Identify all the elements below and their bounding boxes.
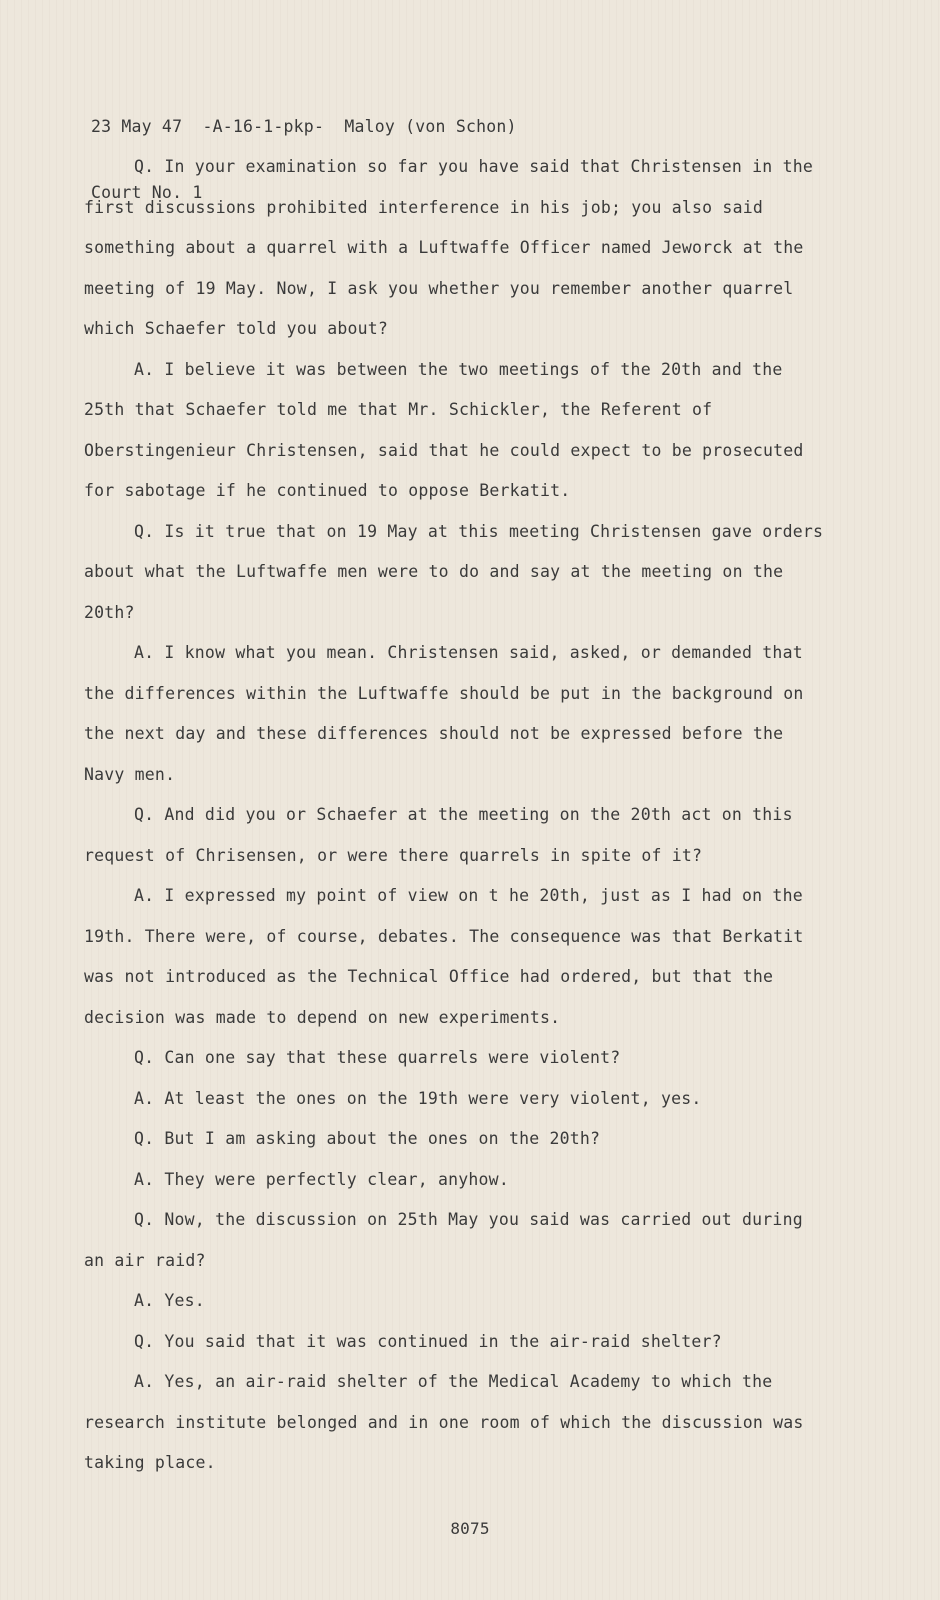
header-court-line: Court No. 1 (91, 183, 203, 202)
paragraph-question: Q. Is it true that on 19 May at this meeting Christensen gave orders about what the Luftwaffe men were to do and say at the meeting on the 20th? (84, 521, 824, 622)
paragraph-answer: A. They were perfectly clear, anyhow. (134, 1169, 509, 1189)
paragraph-answer: A. I know what you mean. Christensen said, asked, or demanded that the differences within the Luftwaffe should be put in the background on the next day and these differences should not be expressed before the Navy men. (84, 643, 804, 784)
paragraph-answer: A. I expressed my point of view on t he 20th, just as I had on the 19th. There were, of course, debates. The consequence was that Berkatit was not introduced as the Technical Office had ordered, but that the decision was made to depend on new experiments. (84, 886, 804, 1027)
paragraph-answer: A. Yes. (134, 1291, 205, 1310)
transcript-body (84, 147, 824, 1484)
paragraph-question: Q. You said that it was continued in the air-raid shelter? (134, 1331, 722, 1351)
paragraph-question: Q. Now, the discussion on 25th May you said was carried out during an air raid? (84, 1210, 803, 1270)
page-number: 8075 (450, 1519, 490, 1538)
paragraph-answer: A. I believe it was between the two meetings of the 20th and the 25th that Schaefer told me that Mr. Schickler, the Referent of Oberstingenieur Christensen, said that he could expect to be prosecuted for sabotage if he continued to oppose Berkatit. (84, 359, 804, 500)
header-date-line: 23 May 47 -A-16-1-pkp- Maloy (von Schon) (91, 117, 517, 136)
paragraph-answer: A. At least the ones on the 19th were very violent, yes. (134, 1088, 702, 1108)
paragraph-question: Q. But I am asking about the ones on the 20th? (134, 1129, 601, 1148)
paragraph-question: Q. In your examination so far you have said that Christensen in the first discussions prohibited interference in his job; you also said something about a quarrel with a Luftwaffe Officer named Jeworck at the meeting of 19 May. Now, I ask you whether you remember another quarrel which Schaefer told you about? (84, 157, 813, 338)
paragraph-question: Q. Can one say that these quarrels were violent? (134, 1048, 621, 1067)
paragraph-answer: A. Yes, an air-raid shelter of the Medical Academy to which the research institute belonged and in one room of which the discussion was taking place. (84, 1372, 804, 1472)
paragraph-question: Q. And did you or Schaefer at the meeting on the 20th act on this request of Chrisensen, or were there quarrels in spite of it? (84, 805, 793, 865)
